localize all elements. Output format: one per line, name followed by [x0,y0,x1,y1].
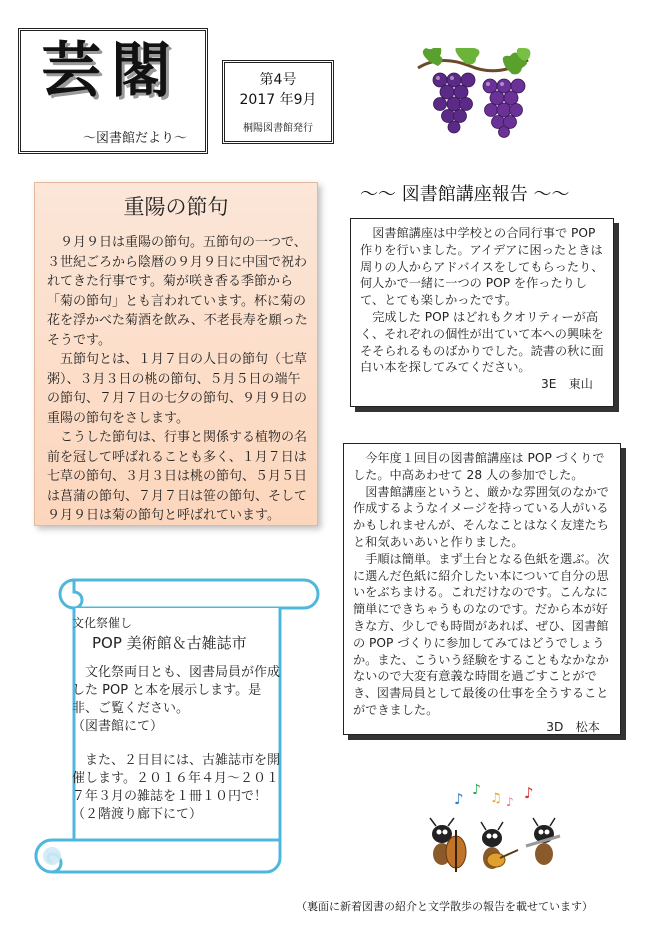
choyo-paragraph: 五節句とは、１月７日の人日の節句（七草粥）、３月３日の桃の節句、５月５日の端午の節句、７月７日の七夕の節句、９月９日の重陽の節句をさします。 [47,352,308,426]
report-signature: 3D 松本 [546,719,600,734]
report-entry-2 [343,443,621,735]
svg-text:♪: ♪ [506,795,514,809]
report-paragraph: 今年度１回目の図書館講座は POP づくりでした。中高あわせて 28 人の参加でした。 [353,451,605,482]
grapes-illustration [410,48,540,138]
festival-paragraph: 文化祭両日とも、図書局員が作成した POP と本を展示します。是非、ご覧ください。 [72,665,281,716]
report-paragraph: 完成した POP はどれもクオリティーが高く、それぞれの個性が出ていて本への興味をそそられるものばかりでした。読書の秋に面白い本を探してみてください。 [360,309,604,375]
issue-info-box [222,60,334,144]
report-entry-body [353,450,614,736]
report-entry-body [360,225,607,393]
svg-text:♪: ♪ [454,790,464,808]
report-paragraph: 図書館講座は中学校との合同行事で POP 作りを行いました。アイデアに困ったときは周りの人からアドバイスをしてもらったり、何人かで一緒に一つの POP を作ったりして、とても楽しかったです。 [360,226,604,308]
svg-text:♪: ♪ [472,782,481,798]
music-note-icon [454,782,534,809]
publisher: 桐陽図書館発行 [243,123,313,134]
svg-text:♪: ♪ [524,784,534,802]
festival-location-note: （図書館にて） [72,719,164,734]
report-signature: 3E 東山 [540,377,593,392]
newsletter-title: 芸閣 [41,36,181,106]
masthead-title-box [18,28,208,154]
choyo-body [47,233,309,526]
festival-notice [72,614,282,824]
footer-note: （裏面に新着図書の紹介と文学散歩の報告を載せています） [296,900,593,913]
report-header: ～～ 図書館講座報告 ～～ [360,184,570,205]
issue-date: 2017 年9月 [239,92,317,108]
report-paragraph: 手順は簡単。まず土台となる色紙を選ぶ。次に選んだ色紙に紹介したい本について自分の思いをぶちまける。これだけなのです。こんなに簡単にできちゃうものなのです。だから本が好きな方、少しでも時間があれば、ぜひ、図書館の POP づくりに参加してみてはどうでしょうか。また、こういう経験をすることもなかなかないので大変有意義な時間を過ごすことができ、図書局員として最後の仕事を全うすることができました。 [353,551,610,717]
newsletter-subtitle: ～図書館だより～ [83,131,188,146]
choyo-article [34,182,318,526]
choyo-paragraph: こうした節句は、行事と関係する植物の名前を冠して呼ばれることも多く、１月７日は七草の節句、３月３日は桃の節句、５月５日は菖蒲の節句、７月７日は笹の節句、そして９月９日は菊の節句と呼ばれています。 [47,430,308,523]
festival-heading: POP 美術館＆古雑誌市 [92,634,247,652]
festival-location-note: （２階渡り廊下にて） [72,807,203,822]
ant-musicians-illustration [420,780,570,880]
choyo-title: 重陽の節句 [123,195,229,219]
report-entry-1 [350,218,614,407]
festival-paragraph: また、２日目には、古雑誌市を開催します。２０１６年４月～２０１７年３月の雑誌を１冊１０円で！ [72,753,281,804]
festival-label: 文化祭催し [72,616,133,630]
report-paragraph: 図書館講座というと、厳かな雰囲気のなかで作成するようなイメージを持っている人がいるかもしれませんが、そんなことはなく友達たちと和気あいあいと作りました。 [353,484,609,549]
svg-text:♫: ♫ [490,791,502,806]
issue-number: 第4号 [259,72,297,88]
choyo-paragraph: ９月９日は重陽の節句。五節句の一つで、３世紀ごろから陰暦の９月９日に中国で祝われてきた行事です。菊が咲き香る季節から「菊の節句」とも言われています。杯に菊の花を浮かべた菊酒を飲み、不老長寿を願ったそうです。 [47,235,308,348]
